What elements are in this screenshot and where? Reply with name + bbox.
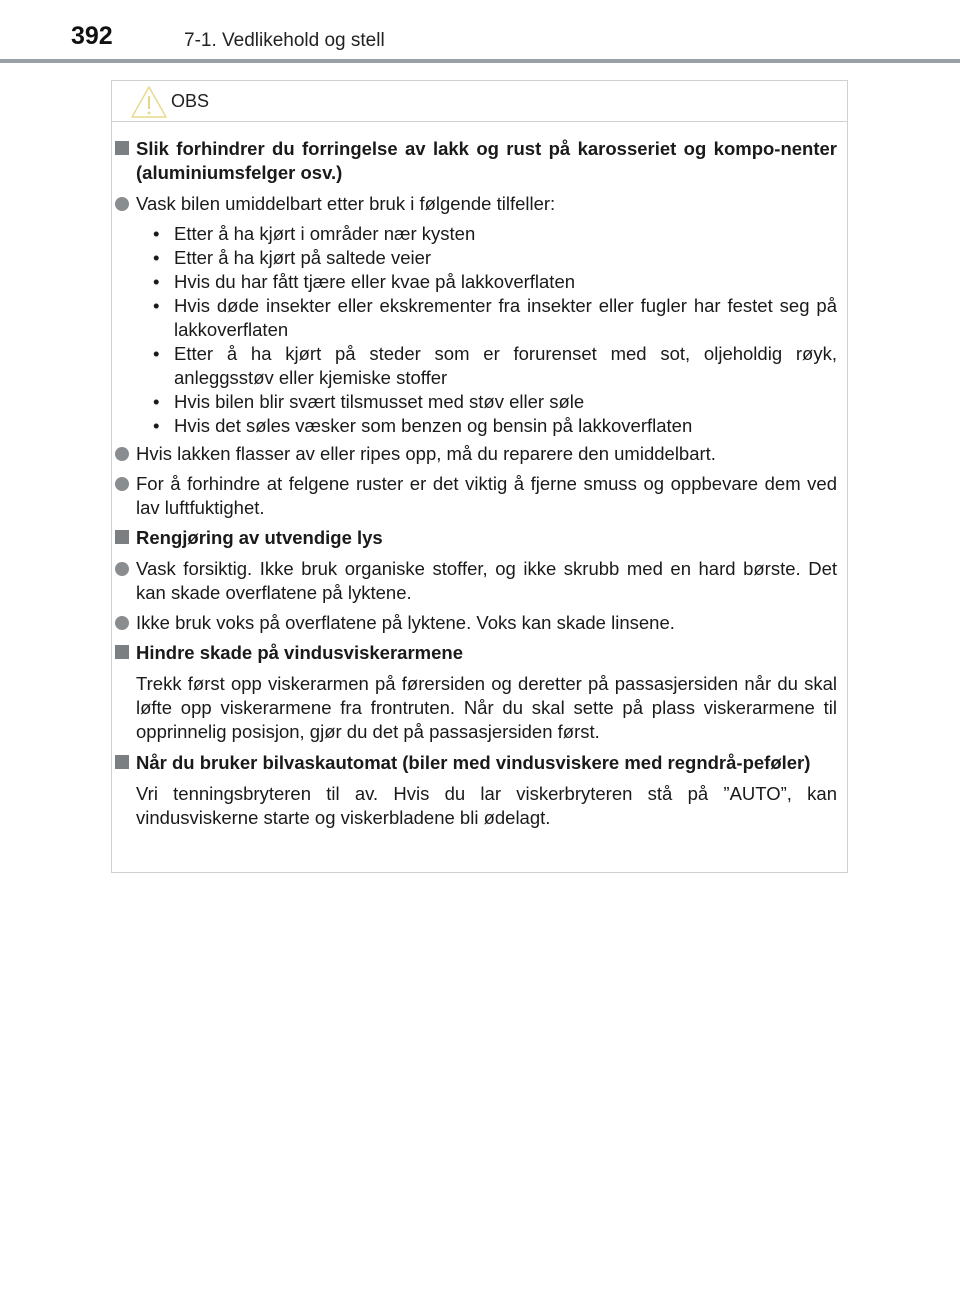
sub-list	[136, 222, 837, 438]
square-bullet-icon	[115, 645, 129, 659]
round-bullet-icon	[115, 197, 129, 211]
list-item: Ikke bruk voks på overflatene på lyktene. Voks kan skade linsene.	[112, 611, 847, 635]
square-bullet-icon	[115, 530, 129, 544]
warning-triangle-icon	[130, 85, 168, 119]
section-paragraph: Trekk først opp viskerarmen på førersiden og deretter på passasjersiden når du skal løfte opp viskerarmene fra frontruten. Når du skal sette på plass viskerarmene til opprinnelig posisjon, gjør du det på passasjersiden først.	[136, 673, 837, 742]
round-bullet-icon	[115, 562, 129, 576]
sub-list-item: • Etter å ha kjørt på steder som er forurenset med sot, oljeholdig røyk, anleggsstøv eller kjemiske stoffer	[136, 342, 837, 390]
notice-header	[112, 81, 847, 122]
header-rule	[0, 59, 960, 63]
section-title: 7-1. Vedlikehold og stell	[184, 30, 385, 51]
sub-list-item: • Etter å ha kjørt på saltede veier	[136, 246, 837, 270]
square-bullet-icon	[115, 141, 129, 155]
sub-list-item: • Hvis døde insekter eller ekskrementer fra insekter eller fugler har festet seg på lakkoverflaten	[136, 294, 837, 342]
round-bullet-icon	[115, 616, 129, 630]
list-item: Vask forsiktig. Ikke bruk organiske stoffer, og ikke skrubb med en hard børste. Det kan skade overflatene på lyktene.	[112, 557, 847, 605]
section-heading: Slik forhindrer du forringelse av lakk og rust på karosseriet og kompo-nenter (aluminiumsfelger osv.)	[112, 137, 847, 185]
page-number: 392	[71, 22, 113, 50]
list-item: For å forhindre at felgene ruster er det viktig å fjerne smuss og oppbevare dem ved lav luftfuktighet.	[112, 472, 847, 520]
sub-list-item: • Hvis det søles væsker som benzen og bensin på lakkoverflaten	[136, 414, 837, 438]
round-bullet-icon	[115, 477, 129, 491]
section-heading: Rengjøring av utvendige lys	[112, 526, 847, 550]
section-paragraph: Vri tenningsbryteren til av. Hvis du lar viskerbryteren stå på ”AUTO”, kan vindusviskerne starte og viskerbladene bli ødelagt.	[136, 783, 837, 828]
notice-box	[111, 80, 848, 873]
square-bullet-icon	[115, 755, 129, 769]
list-item: Vask bilen umiddelbart etter bruk i følgende tilfeller:	[112, 192, 847, 216]
sub-list-item: • Etter å ha kjørt i områder nær kysten	[136, 222, 837, 246]
section-heading: Hindre skade på vindusviskerarmene	[112, 641, 847, 665]
notice-title: OBS	[171, 91, 210, 111]
section-heading: Når du bruker bilvaskautomat (biler med vindusviskere med regndrå-peføler)	[112, 751, 847, 775]
page-header	[0, 0, 960, 64]
list-item: Hvis lakken flasser av eller ripes opp, må du reparere den umiddelbart.	[112, 442, 847, 466]
notice-content	[112, 137, 847, 837]
round-bullet-icon	[115, 447, 129, 461]
sub-list-item: • Hvis du har fått tjære eller kvae på lakkoverflaten	[136, 270, 837, 294]
sub-list-item: • Hvis bilen blir svært tilsmusset med støv eller søle	[136, 390, 837, 414]
